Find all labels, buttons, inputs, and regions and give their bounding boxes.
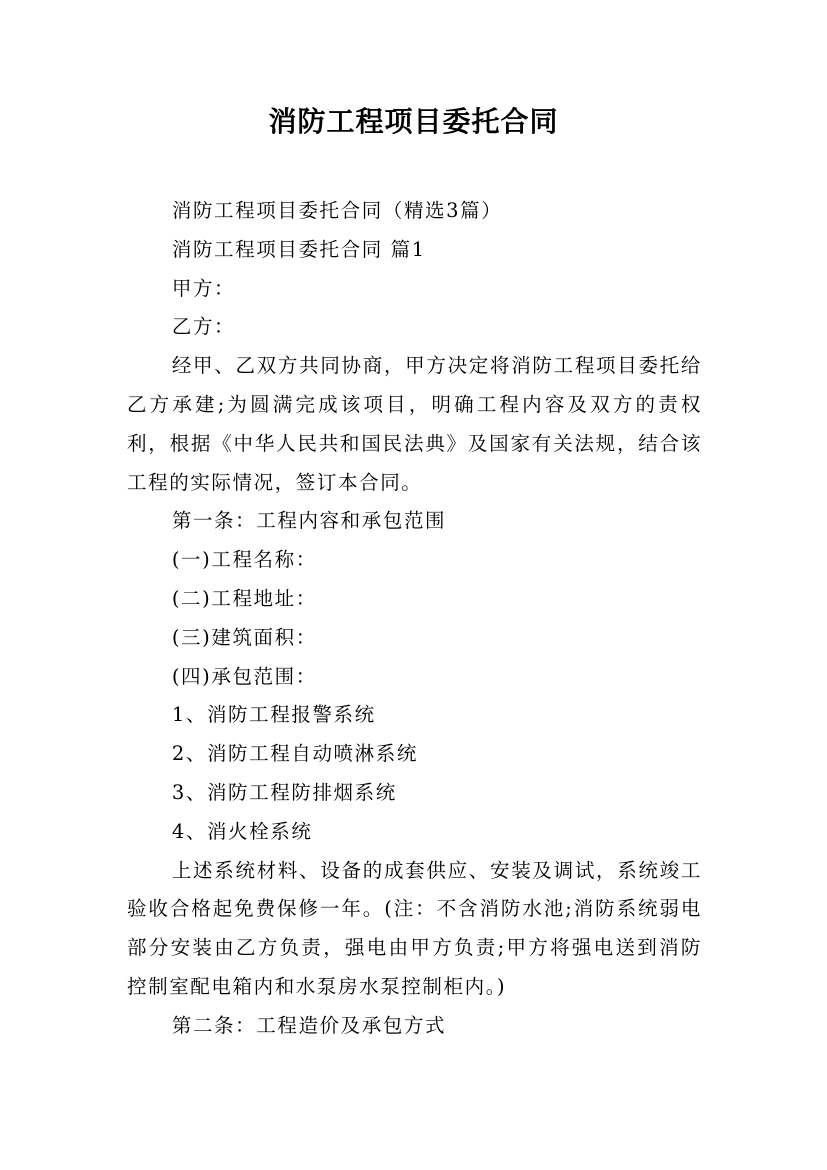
clause-two-heading: 第二条：工程造价及承包方式 [171,1013,447,1037]
scope-item-2: 2、消防工程自动喷淋系统 [171,742,418,766]
project-address-line: (二)工程地址： [171,586,317,610]
scope-item-3: 3、消防工程防排烟系统 [171,780,397,804]
document-body [127,192,702,1046]
clause-one-heading: 第一条：工程内容和承包范围 [171,509,447,533]
project-name-line: (一)工程名称： [171,548,317,572]
scope-item-4: 4、消火栓系统 [171,819,313,843]
preamble-paragraph: 经甲、乙双方共同协商，甲方决定将消防工程项目委托给乙方承建;为圆满完成该项目，明确工程内容及双方的责权利，根据《中华人民共和国民法典》及国家有关法规，结合该工程的实际情况，签订本合同。 [127,354,702,494]
document-title: 消防工程项目委托合同 [268,105,559,138]
party-b-line: 乙方： [171,315,236,339]
warranty-paragraph: 上述系统材料、设备的成套供应、安装及调试，系统竣工验收合格起免费保修一年。(注：不含消防水池;消防系统弱电部分安装由乙方负责，强电由甲方负责;甲方将强电送到消防控制室配电箱内和水泵房水泵控制柜内。) [127,858,702,998]
party-a-line: 甲方： [171,276,236,300]
paragraph-collection-heading: 消防工程项目委托合同（精选3篇） [171,199,503,222]
scope-item-1: 1、消防工程报警系统 [171,703,376,727]
building-area-line: (三)建筑面积： [171,625,317,649]
contract-scope-line: (四)承包范围： [171,664,317,688]
paragraph-article-heading: 消防工程项目委托合同 篇1 [171,237,426,261]
